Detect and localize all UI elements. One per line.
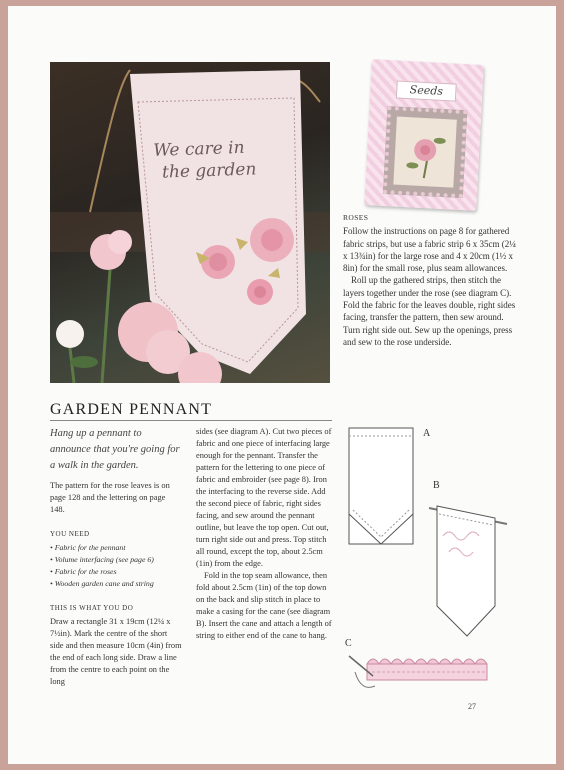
pattern-note: The pattern for the rose leaves is on page 128 and the lettering on page 148. — [50, 481, 170, 514]
roses-paragraph-2: Roll up the gathered strips, then stitch the layers together under the rose (see diagram C). Fold the fabric for the leaves double, right sides facing, transfer the pattern, then sew around. Turn right side out. Sew up the openings, press and sew to the rose underside. — [343, 275, 516, 347]
diagram-a — [349, 428, 413, 544]
list-item: • Volume interfacing (see page 6) — [50, 554, 182, 566]
stitched-line-1: We care in — [153, 137, 245, 161]
diagram-c-label: C — [345, 638, 352, 649]
intro-text: Hang up a pennant to announce that you're going for a walk in the garden. — [50, 428, 180, 471]
stitched-lettering — [153, 136, 265, 200]
list-item: • Fabric for the pennant — [50, 542, 182, 554]
instructions-paragraph-2: sides (see diagram A). Cut two pieces of fabric and one piece of interfacing large enough for the pennant. Transfer the pattern for the lettering to one piece of fabric and embroider (see page 8). Iron the interfacing to the reverse side. Add the second piece of fabric, right sides facing, and sew around the pennant outline, but leave the top open. Cut out, turn right side out and press. Top stitch all round, except the top, about 2.5cm (1in) from the edge. — [196, 427, 332, 568]
diagram-b-label: B — [433, 480, 440, 491]
stitched-line-2: the garden — [161, 159, 257, 183]
title-rule — [50, 420, 332, 421]
book-page — [8, 6, 556, 764]
seeds-card-label: Seeds — [396, 81, 457, 102]
column-1 — [50, 426, 182, 688]
rose-stamp — [383, 106, 467, 198]
diagram-c — [349, 656, 487, 687]
diagrams — [345, 424, 509, 714]
list-item: • Fabric for the roses — [50, 566, 182, 578]
list-item: • Wooden garden cane and string — [50, 578, 182, 590]
diagram-drawings — [345, 424, 509, 714]
pennant-illustration — [50, 62, 330, 383]
instructions-paragraph-1: Draw a rectangle 31 x 19cm (12¼ x 7½in). Mark the centre of the short side and then measure 10cm (4in) from the end of each long side. Draw a line from the centre to each point on the long — [50, 617, 182, 686]
page-number: 27 — [468, 702, 476, 711]
materials-list — [50, 542, 182, 590]
roses-heading: ROSES — [343, 213, 369, 222]
diagram-a-label: A — [423, 428, 431, 439]
roses-section — [343, 212, 521, 348]
pennant-photo — [50, 62, 330, 383]
instructions-paragraph-3: Fold in the top seam allowance, then fold about 2.5cm (1in) of the top down on the back and slip stitch in place to make a casing for the cane (see diagram B). Insert the cane and attach a length of string to either end of the cane to hang. — [196, 571, 332, 640]
instructions-heading: THIS IS WHAT YOU DO — [50, 604, 134, 612]
column-2 — [196, 426, 334, 642]
diagram-b — [429, 506, 507, 636]
seeds-card-image — [364, 59, 483, 211]
roses-paragraph-1: Follow the instructions on page 8 for gathered fabric strips, but use a fabric strip 6 x 35cm (2¼ x 13¾in) for the large rose and 4 x 20cm (1½ x 8in) for the small rose, plus seam allowances. — [343, 226, 516, 274]
you-need-heading: YOU NEED — [50, 530, 90, 538]
page-title: GARDEN PENNANT — [50, 401, 213, 418]
